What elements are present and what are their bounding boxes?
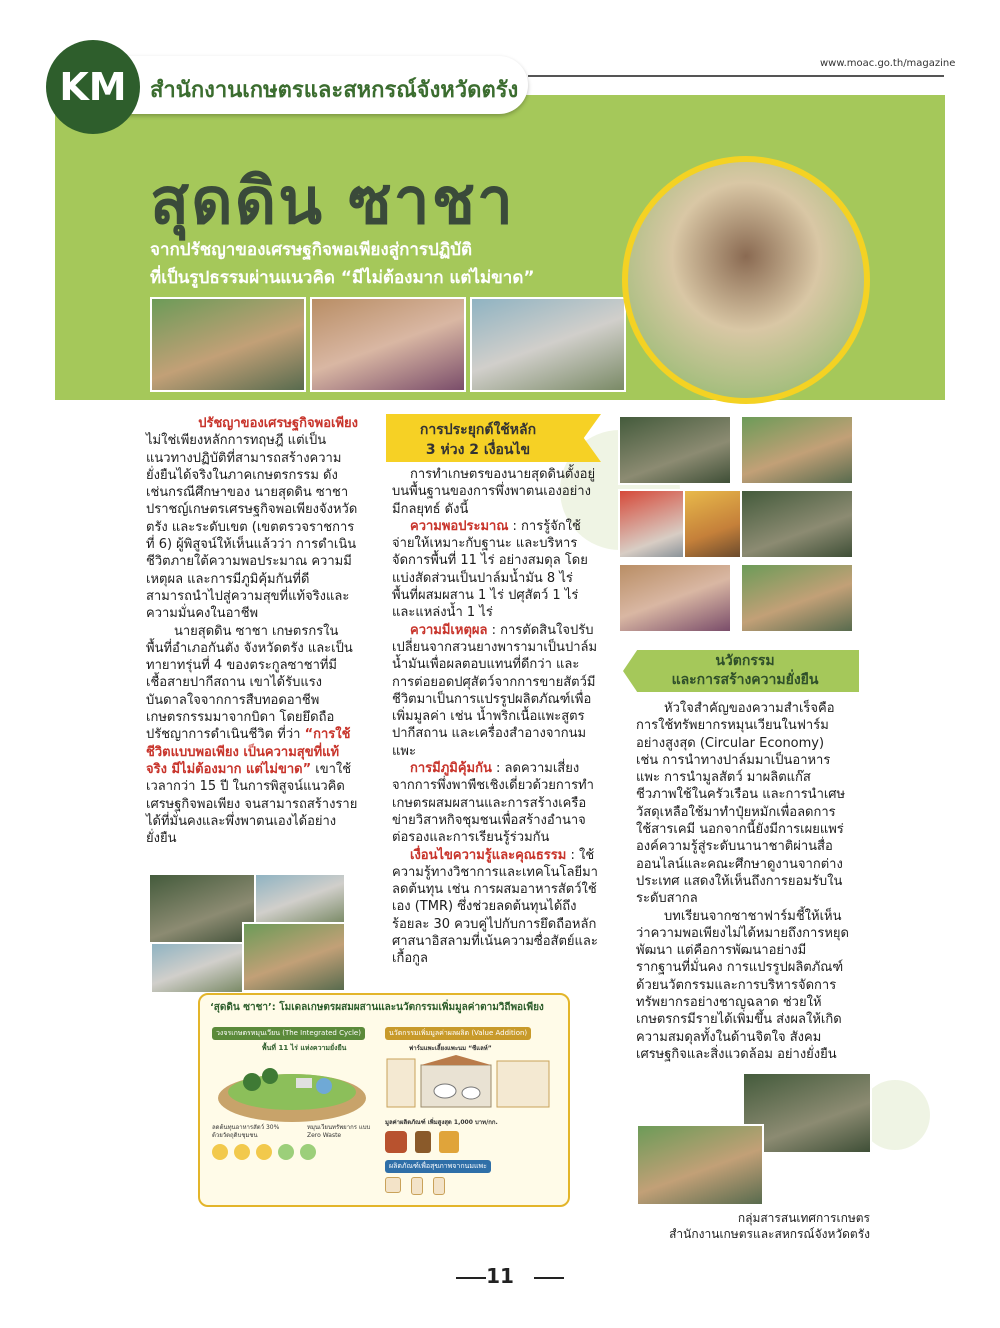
leaf-icon — [212, 1144, 228, 1160]
photo-farm-visit — [150, 297, 306, 392]
col1-p2-outro: เขาใช้เวลากว่า 15 ปี ในการพิสูจน์แนวคิดเศรษฐกิจพอเพียง จนสามารถสร้างรายได้ที่มั่นคงและพึ่งพาตนเองได้อย่างยั่งยืน — [146, 761, 358, 847]
package-icon — [439, 1131, 459, 1153]
cycle-label: วงจรเกษตรหมุนเวียน (The Integrated Cycle) — [212, 1027, 365, 1040]
col1-paragraph-1: ไม่ใช่เพียงหลักการทฤษฎี แต่เป็นแนวทางปฏิบัติที่สามารถสร้างความยั่งยืนได้จริงในภาคเกษตรกรรม ดังเช่นกรณีศึกษาของ นายสุดดิน ซาชา ปราชญ์เกษตรเศรษฐกิจพอเพียงจังหวัดตรัง และระดับเขต (เขตตรวจราชการที่ 6) ผู้พิสูจน์ให้เห็นแล้วว่า การดำเนินชีวิตภายใต้ความพอประมาณ ความมีเหตุผล และการมีภูมิคุ้มกันที่ดี สามารถนำไปสู่ความสุขที่แท้จริงและความมั่นคงในอาชีพ — [146, 433, 358, 622]
photo-biogas — [150, 942, 244, 994]
principles-banner-text — [398, 420, 558, 460]
infographic-value-add — [385, 1020, 557, 1192]
fertilizer-icon — [256, 1144, 272, 1160]
value-add-footer: ผลิตภัณฑ์เพื่อสุขภาพจากนมแพะ — [385, 1160, 491, 1173]
col2-immunity-text: : ลดความเสี่ยงจากการพึ่งพาพืชเชิงเดี่ยวด้วยการทำเกษตรผสมผสานและการสร้างเครือข่ายวิสาหกิจชุมชนเพื่อสร้างอำนาจต่อรองและการเรียนรู้ร่วมกัน — [392, 761, 594, 846]
article-subtitle — [150, 236, 535, 292]
jar-icon — [415, 1131, 431, 1153]
col2-knowledge — [392, 847, 598, 968]
value-add-sub: ฟาร์มแพะเลี้ยงแพะนม “ซีแลห์” — [409, 1045, 492, 1052]
cosmetic-icons — [385, 1177, 557, 1195]
column-3 — [636, 700, 850, 1063]
col1-heading: ปรัชญาของเศรษฐกิจพอเพียง — [198, 416, 358, 431]
infographic-cycle — [212, 1020, 377, 1192]
col1-quote: “การใช้ชีวิตแบบพอเพียง เป็นความสุขที่แท้จริง มีไม่ต้องมาก แต่ไม่ขาด” — [146, 727, 351, 777]
recycle-icon — [278, 1144, 294, 1160]
col2-reasonableness — [392, 622, 598, 760]
subtitle-line-2: ที่เป็นรูปธรรมผ่านแนวคิด “มีไม่ต้องมาก แต่ไม่ขาด” — [150, 268, 535, 288]
km-badge: KM — [46, 40, 140, 134]
portrait-photo — [622, 156, 870, 404]
photo-farmer-pond — [636, 1124, 764, 1206]
col2-moderation-heading: ความพอประมาณ — [410, 518, 509, 534]
photo-meeting — [470, 297, 626, 392]
header-rule — [528, 75, 944, 77]
cycle-illustration — [212, 1056, 372, 1124]
value-add-price: มูลค่าผลิตภัณฑ์ เพิ่มสูงสุด 1,000 บาท/กก. — [385, 1119, 498, 1126]
col2-moderation — [392, 518, 598, 622]
col2-moderation-text: : การรู้จักใช้จ่ายให้เหมาะกับฐานะ และบริหารจัดการพื้นที่ 11 ไร่ อย่างสมดุล โดยแบ่งสัดส่วนเป็นปาล์มน้ำมัน 8 ไร่ พื้นที่ผสมผสาน 1 ไร่ ปศุสัตว์ 1 ไร่ และแหล่งน้ำ 1 ไร่ — [392, 518, 588, 621]
col2-reasonableness-heading: ความมีเหตุผล — [410, 622, 488, 638]
innovation-banner-text — [640, 652, 850, 690]
photo-barn — [618, 415, 732, 485]
infographic-title: ‘สุดดิน ซาชา’: โมเดลเกษตรผสมผสานและนวัตกรรมเพิ่มมูลค่าตามวิถีพอเพียง — [210, 1002, 544, 1013]
principles-banner-line-2: 3 ห่วง 2 เงื่อนไข — [425, 442, 531, 458]
col3-paragraph-1: หัวใจสำคัญของความสำเร็จคือการใช้ทรัพยากรหมุนเวียนในฟาร์มอย่างสูงสุด (Circular Economy) เช่น การนำทางปาล์มมาเป็นอาหารแพะ การนำมูลสัตว์ มาผลิตแก๊สชีวภาพใช้ในครัวเรือน และการนำเศษวัสดุเหลือใช้มาทำปุ๋ยหมักเพื่อลดการใช้สารเคมี นอกจากนี้ยังมีการเผยแพร่องค์ความรู้สู่ระดับนานาชาติผ่านสื่อออนไลน์และคณะศึกษาดูงานจากต่างประเทศ แสดงให้เห็นถึงการยอมรับในระดับสากล — [636, 701, 846, 907]
soap-icon — [385, 1177, 401, 1193]
photo-plants — [740, 563, 854, 633]
column-1 — [146, 415, 358, 847]
magazine-url[interactable]: www.moac.go.th/magazine — [820, 58, 956, 69]
innovation-banner-line-2: และการสร้างความยั่งยืน — [671, 672, 819, 688]
col2-reasonableness-text: : การตัดสินใจปรับเปลี่ยนจากสวนยางพารามาเป็นปาล์มน้ำมันเพื่อผลตอบแทนที่ดีกว่า และการต่อยอดปศุสัตว์จากการขายสัตว์มีชีวิตมาเป็นการแปรรูปผลิตภัณฑ์เพื่อเพิ่มมูลค่า เช่น น้ำพริกเนื้อแพะสูตรปากีสถาน และเครื่องสำอางจากนมแพะ — [392, 622, 598, 759]
photo-group — [310, 297, 466, 392]
product-icons — [385, 1131, 557, 1153]
value-add-label: นวัตกรรมเพิ่มมูลค่าผลผลิต (Value Addition) — [385, 1027, 531, 1040]
col1-p2-intro: นายสุดดิน ซาชา เกษตรกรในพื้นที่อำเภอกันตัง จังหวัดตรัง และเป็นทายาทรุ่นที่ 4 ของตระกูลซาชาที่มีเชื้อสายปากีสถาน เขาได้รับแรงบันดาลใจจากการสืบทอดอาชีพเกษตรกรรมมาจากบิดา โดยยึดถือปรัชญาการดำเนินชีวิต ที่ว่า — [146, 623, 353, 743]
col3-paragraph-2: บทเรียนจากซาชาฟาร์มชี้ให้เห็นว่าความพอเพียงไม่ได้หมายถึงการหยุดพัฒนา แต่คือการพัฒนาอย่างมีรากฐานที่มั่นคง การแปรรูปผลิตภัณฑ์ด้วยนวัตกรรมและการบริหารจัดการทรัพยากรอย่างชาญฉลาด ช่วยให้เกษตรกรมีรายได้เพิ่มขึ้น ส่งผลให้เกิดความสมดุลทั้งในด้านจิตใจ สังคม เศรษฐกิจและสิ่งแวดล้อม อย่างยั่งยืน — [636, 908, 849, 1062]
col1-paragraph-2 — [146, 623, 358, 848]
innovation-banner-line-1: นวัตกรรม — [715, 653, 775, 669]
photo-visitors — [618, 563, 732, 633]
goat-farm-illustration — [385, 1055, 553, 1113]
credit-line-1: กลุ่มสารสนเทศการเกษตร — [737, 1211, 870, 1225]
col2-immunity — [392, 760, 598, 846]
cycle-area: พื้นที่ 11 ไร่ แห่งความยั่งยืน — [262, 1044, 347, 1052]
credit-line-2: สำนักงานเกษตรและสหกรณ์จังหวัดตรัง — [669, 1227, 870, 1241]
department-title: สำนักงานเกษตรและสหกรณ์จังหวัดตรัง — [150, 78, 519, 103]
credit — [600, 1210, 870, 1242]
subtitle-line-1: จากปรัชญาของเศรษฐกิจพอเพียงสู่การปฏิบัติ — [150, 240, 473, 260]
cycle-note-zero-waste: หมุนเวียนทรัพยากร แบบ Zero Waste — [307, 1124, 371, 1139]
cycle-note-cost: ลดต้นทุนอาหารสัตว์ 30% ด้วยวัตถุดิบชุมชน — [212, 1124, 280, 1139]
photo-goat-farm — [242, 922, 346, 992]
col2-knowledge-heading: เงื่อนไขความรู้และคุณธรรม — [410, 847, 567, 863]
column-2 — [392, 466, 598, 968]
lotion-icon — [411, 1177, 423, 1195]
principles-banner-line-1: การประยุกต์ใช้หลัก — [419, 422, 537, 438]
photo-palm-plantation — [148, 873, 256, 945]
photo-greenhouse — [254, 873, 346, 925]
page-number-rule-right — [534, 1277, 564, 1279]
col2-immunity-heading: การมีภูมิคุ้มกัน — [410, 761, 492, 777]
photo-goat-pen — [740, 489, 854, 559]
chili-paste-icon — [385, 1131, 407, 1153]
goat-icon — [234, 1144, 250, 1160]
bottle-icon — [433, 1177, 445, 1195]
photo-product-pack — [683, 489, 743, 559]
page-number: 11 — [486, 1264, 514, 1288]
cycle-icons — [212, 1144, 377, 1160]
biogas-icon — [300, 1144, 316, 1160]
col2-intro: การทำเกษตรของนายสุดดินตั้งอยู่บนพื้นฐานของการพึ่งพาตนเองอย่างมีกลยุทธ์ ดังนี้ — [392, 467, 596, 517]
article-title: สุดดิน ซาชา — [150, 165, 515, 239]
col2-knowledge-text: : ใช้ความรู้ทางวิชาการและเทคโนโลยีมาลดต้นทุน เช่น การผสมอาหารสัตว์ใช้เอง (TMR) ซึ่งช่วยลดต้นทุนได้ถึงร้อยละ 30 ควบคู่ไปกับการยึดถือหลักศาสนาอิสลามที่เน้นความซื่อสัตย์และเกื้อกูล — [392, 847, 598, 967]
photo-farmer-goats — [740, 415, 854, 485]
